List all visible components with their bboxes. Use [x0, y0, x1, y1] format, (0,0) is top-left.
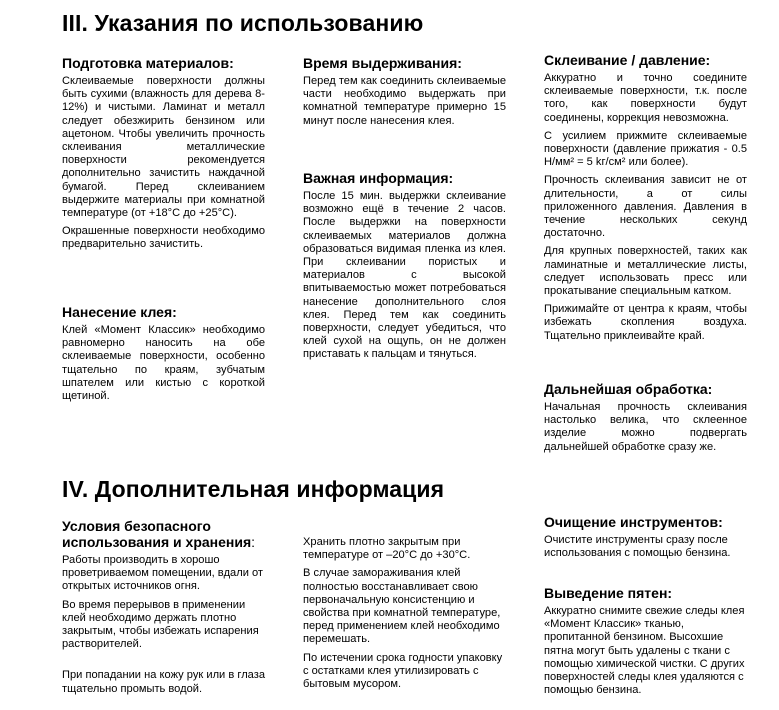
safety-paragraph-3: При попадании на кожу рук или в глаза тщательно промыть водой.	[62, 669, 265, 695]
press-paragraph-4: Для крупных поверхностей, таких как ламинатные и металлические листы, следует использовать пресс или прокатывание специальным катком.	[544, 245, 747, 298]
apply-paragraph-1: Клей «Момент Классик» необходимо равномерно наносить на обе склеиваемые поверхности, особенно тщательно по краям, зубчатым шпателем или кистью с короткой щетиной.	[62, 324, 265, 403]
further-heading: Дальнейшая обработка:	[544, 381, 713, 397]
apply-heading: Нанесение клея:	[62, 304, 177, 320]
storage-paragraph-1: Хранить плотно закрытым при температуре от –20°C до +30°C.	[303, 536, 471, 562]
press-paragraph-2: С усилием прижмите склеиваемые поверхности (давление прижатия - 0.5 Н/мм² = 5 kг/см² или более).	[544, 129, 747, 169]
safety-paragraph-1: Работы производить в хорошо проветриваемом помещении, вдали от открытых источников огня.	[62, 554, 263, 593]
further-block	[544, 381, 747, 454]
tools-paragraph-1: Очистите инструменты сразу после использования с помощью бензина.	[544, 534, 731, 560]
stains-block	[544, 585, 747, 697]
press-heading: Склеивание / давление:	[544, 52, 711, 68]
safety-paragraph-2: Во время перерывов в применении клей необходимо держать плотно закрытым, чтобы избежать испарения растворителей.	[62, 598, 259, 651]
prep-paragraph-1: Склеиваемые поверхности должны быть сухими (влажность для дерева 8-12%) и чистыми. Ламинат и металл следует обезжирить бензином или ацетоном. Чтобы увеличить прочность склеивания металлические поверхности рекомендуется дополнительно зачистить наждачной бумагой. Перед склеиванием выдержите материалы при комнатной температуре (от +18°C до +25°C).	[62, 75, 265, 220]
hold-paragraph-1: Перед тем как соединить склеиваемые части необходимо выдержать при комнатной температуре примерно 15 минут после нанесения клея.	[303, 75, 506, 127]
storage-paragraph-2: В случае замораживания клей полностью восстанавливает свою первоначальную консистенцию и свойства при комнатной температуре, перед применением клей необходимо перемешать.	[303, 567, 501, 646]
section-3-title: III. Указания по использованию	[62, 10, 424, 36]
important-paragraph-1: После 15 мин. выдержки склеивание возможно ещё в течение 2 часов. После выдержки на поверхности склеиваемых материалов должна образоваться видимая пленка из клея. При склеивании пористых и материалов с высокой впитываемостью может потребоваться нанесение дополнительного слоя клея. Перед тем как соединить поверхности, следует убедиться, что клей сухой на ощупь, он не должен приставать к пальцам и тянуться.	[303, 190, 506, 361]
prep-paragraph-2: Окрашенные поверхности необходимо предварительно зачистить.	[62, 225, 265, 251]
important-heading: Важная информация:	[303, 170, 454, 186]
important-block	[303, 170, 506, 362]
further-paragraph-1: Начальная прочность склеивания настолько велика, что склеенное изделие можно подвергать дальнейшей обработке сразу же.	[544, 401, 747, 453]
safety-block	[62, 518, 265, 696]
hold-block	[303, 55, 506, 128]
safety-heading	[62, 518, 265, 550]
storage-block	[303, 536, 506, 691]
press-paragraph-5: Прижимайте от центра к краям, чтобы избежать скопления воздуха. Тщательно приклеивайте край.	[544, 303, 747, 342]
press-paragraph-3: Прочность склеивания зависит не от длительности, а от силы приложенного давления. Давления в течение нескольких секунд достаточно.	[544, 174, 747, 240]
stains-heading: Выведение пятен:	[544, 585, 673, 601]
tools-block	[544, 514, 747, 560]
apply-block	[62, 304, 265, 403]
prep-block	[62, 55, 265, 252]
tools-heading: Очищение инструментов:	[544, 514, 723, 530]
press-paragraph-1: Аккуратно и точно соедините склеиваемые поверхности, т.к. после того, как поверхности будут соединены, коррекция невозможна.	[544, 72, 747, 124]
safety-heading-suffix: :	[251, 534, 256, 550]
stains-paragraph-1: Аккуратно снимите свежие следы клея «Момент Классик» тканью, пропитанной бензином. Высохшие пятна могут быть удалены с ткани с помощью химической чистки. С других поверхностей следы клея удаляются с помощью бензина.	[544, 605, 745, 697]
storage-paragraph-3: По истечении срока годности упаковку с остатками клея утилизировать с бытовым мусором.	[303, 651, 503, 691]
press-block	[544, 52, 747, 343]
safety-heading-text: Условия безопасного использования и хранения	[62, 518, 252, 550]
prep-heading: Подготовка материалов:	[62, 55, 234, 71]
hold-heading: Время выдерживания:	[303, 55, 462, 71]
section-4-title: IV. Дополнительная информация	[62, 476, 445, 502]
